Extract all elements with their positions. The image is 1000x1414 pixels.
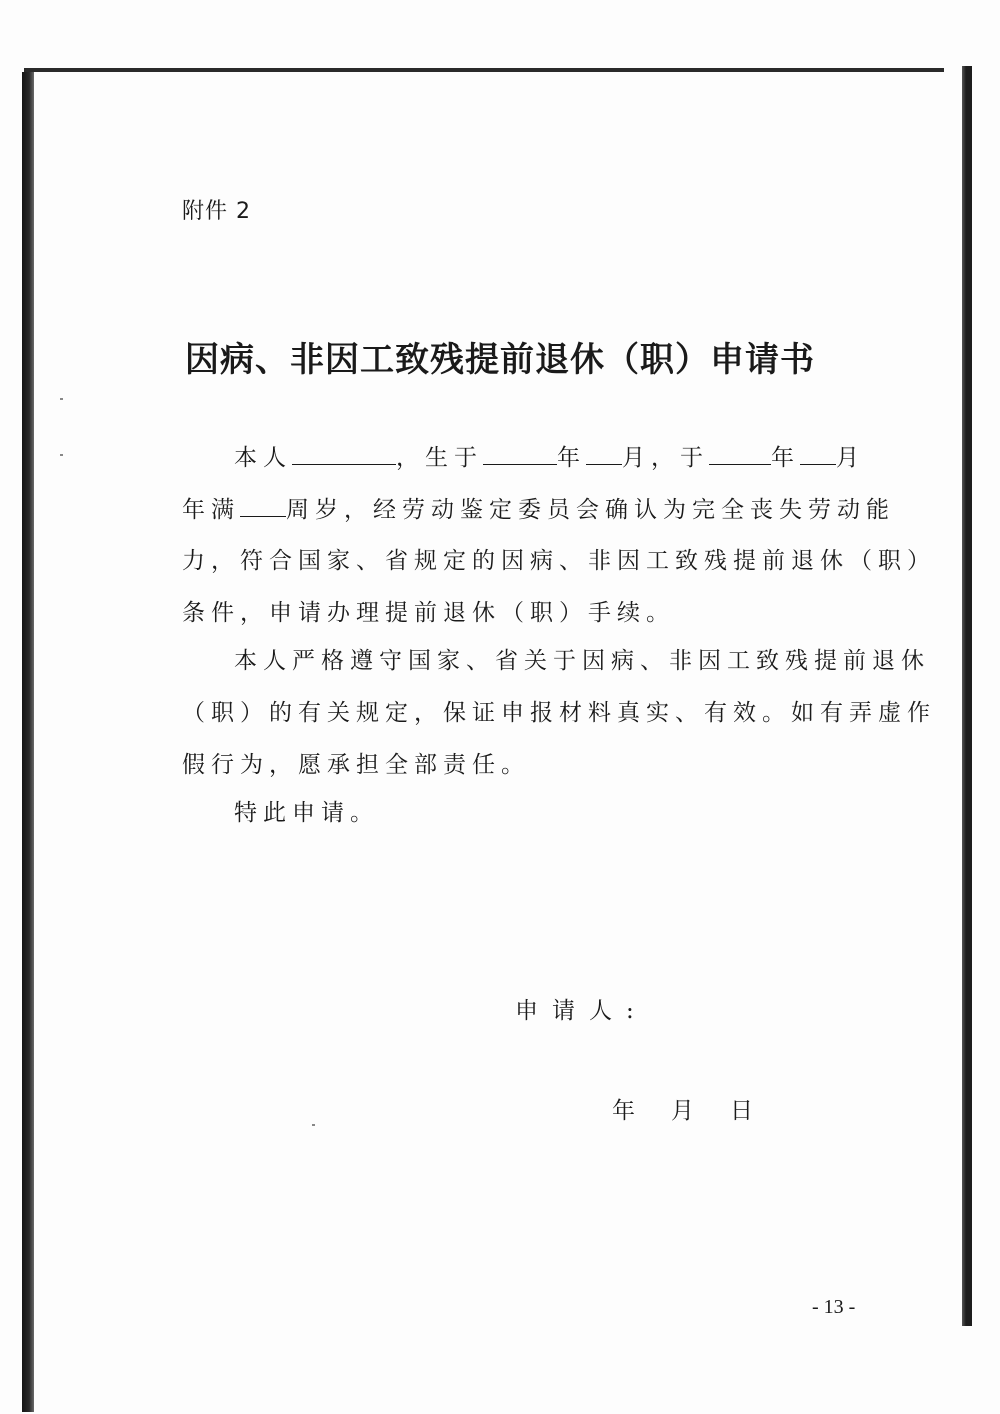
text-segment: 年 — [557, 445, 586, 471]
age-reach-year-blank[interactable] — [709, 442, 771, 465]
text-segment: 年满 — [182, 497, 240, 523]
paragraph-1-line-1 — [234, 442, 865, 472]
text-segment: 年 — [771, 445, 800, 471]
page-number: - 13 - — [812, 1296, 856, 1318]
paragraph-2-line-1: 本人严格遵守国家、省关于因病、非因工致残提前退休 — [234, 648, 930, 674]
age-reach-month-blank[interactable] — [800, 442, 836, 465]
scan-speck — [60, 398, 63, 400]
text-segment: ，生于 — [396, 445, 483, 471]
text-segment: 周岁，经劳动鉴定委员会确认为完全丧失劳动能 — [286, 497, 895, 523]
scan-edge-left — [22, 72, 34, 1412]
scan-edge-top — [24, 68, 944, 72]
paragraph-2-line-2: （职）的有关规定，保证申报材料真实、有效。如有弄虚作 — [182, 700, 936, 726]
signature-date — [612, 1092, 753, 1125]
attachment-label: 附件 2 — [182, 199, 251, 224]
applicant-signature-label: 申请人: — [515, 998, 648, 1024]
closing-line: 特此申请。 — [234, 800, 379, 826]
age-blank[interactable] — [240, 494, 286, 517]
paragraph-1-line-4: 条件，申请办理提前退休（职）手续。 — [182, 600, 675, 626]
date-year-label: 年 — [612, 1098, 635, 1124]
text-segment: 月，于 — [622, 445, 709, 471]
text-segment: 本人 — [234, 445, 292, 471]
document-title: 因病、非因工致残提前退休（职）申请书 — [185, 340, 815, 380]
date-day-label: 日 — [730, 1098, 753, 1124]
paragraph-2-line-3: 假行为，愿承担全部责任。 — [182, 752, 530, 778]
scan-edge-right — [962, 66, 972, 1326]
text-segment: 月 — [836, 445, 865, 471]
scan-speck — [312, 1124, 315, 1126]
birth-year-blank[interactable] — [483, 442, 557, 465]
scan-speck — [60, 454, 63, 456]
birth-month-blank[interactable] — [586, 442, 622, 465]
paragraph-1-line-3: 力，符合国家、省规定的因病、非因工致残提前退休（职） — [182, 548, 936, 574]
name-blank[interactable] — [292, 442, 396, 465]
date-month-label: 月 — [671, 1098, 694, 1124]
paragraph-1-line-2 — [182, 494, 895, 524]
